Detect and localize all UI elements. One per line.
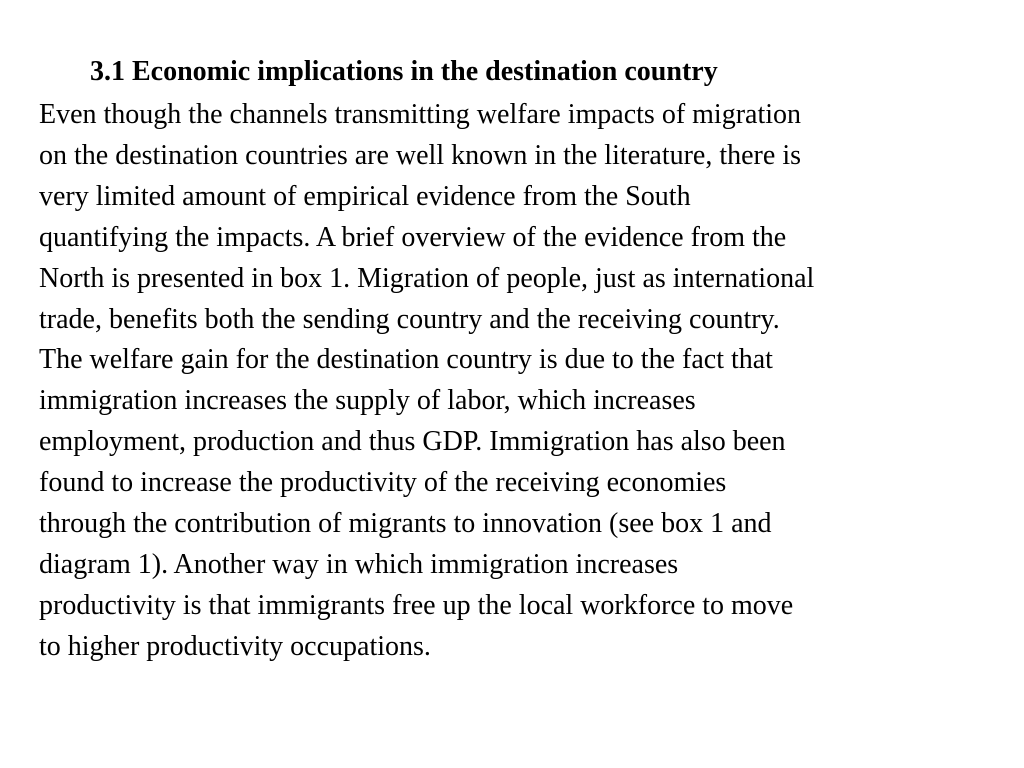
- paragraph-line: The welfare gain for the destination country is due to the fact that: [39, 344, 773, 376]
- paragraph-line: diagram 1). Another way in which immigration increases: [39, 548, 679, 580]
- paragraph-line: trade, benefits both the sending country and the receiving country.: [39, 303, 780, 335]
- section-heading: 3.1 Economic implications in the destination country: [90, 56, 718, 87]
- body-paragraph: [39, 95, 1014, 668]
- paragraph-line: North is presented in box 1. Migration of people, just as international: [39, 262, 815, 294]
- paragraph-line: quantifying the impacts. A brief overview of the evidence from the: [39, 221, 787, 253]
- paragraph-line: through the contribution of migrants to innovation (see box 1 and: [39, 508, 772, 540]
- paragraph-line: Even though the channels transmitting welfare impacts of migration: [39, 99, 802, 130]
- paragraph-line: to higher productivity occupations.: [39, 630, 431, 662]
- paragraph-line: on the destination countries are well known in the literature, there is: [39, 139, 801, 171]
- paragraph-line: employment, production and thus GDP. Immigration has also been: [39, 426, 786, 458]
- paragraph-line: very limited amount of empirical evidence from the South: [39, 180, 691, 212]
- paragraph-line: productivity is that immigrants free up the local workforce to move: [39, 589, 794, 621]
- paragraph-line: immigration increases the supply of labor, which increases: [39, 385, 696, 417]
- paragraph-line: found to increase the productivity of the receiving economies: [39, 467, 727, 499]
